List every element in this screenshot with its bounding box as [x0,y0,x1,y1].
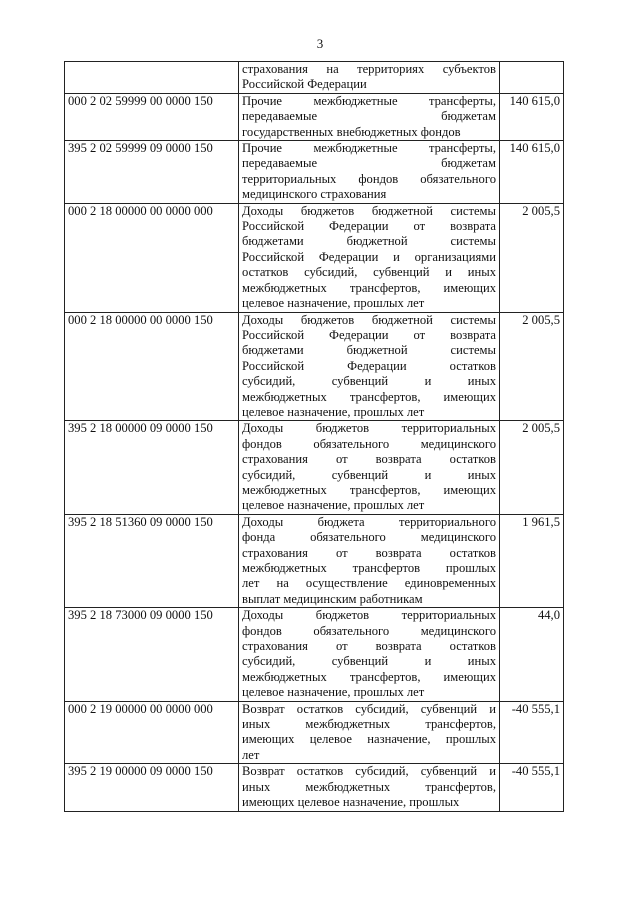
description-line: межбюджетных трансфертов прошлых [242,561,496,575]
amount-value: -40 555,1 [500,764,564,811]
description-line: передаваемые бюджетам [242,109,496,124]
description-line: Доходы бюджетов территориальных [242,421,496,436]
budget-classification-code: 395 2 19 00000 09 0000 150 [65,764,239,811]
budget-classification-code: 000 2 02 59999 00 0000 150 [65,93,239,140]
revenue-description [239,141,500,204]
amount-value: 44,0 [500,608,564,701]
description-line: территориальных фондов обязательного [242,171,496,186]
description-line: целевое назначение, прошлых лет [242,685,425,700]
table-body [65,62,564,812]
budget-revenue-table [64,61,564,812]
description-line: Возврат остатков субсидий, субвенций и [242,764,496,779]
description-line: целевое назначение, прошлых лет [242,296,425,311]
description-line: имеющих целевое назначение, прошлых [242,795,460,810]
table-row [65,701,564,764]
table-row [65,93,564,140]
description-line: остатков субсидий, субвенций и иных [242,265,496,280]
table-row [65,141,564,204]
description-line: бюджетами бюджетной системы [242,234,496,249]
description-line: межбюджетных трансфертов, имеющих [242,280,496,295]
budget-classification-code: 395 2 18 00000 09 0000 150 [65,421,239,514]
description-line: Доходы бюджетов бюджетной системы [242,312,496,327]
description-line: фондов обязательного медицинского [242,436,496,451]
revenue-description [239,312,500,421]
revenue-description [239,203,500,312]
budget-classification-code: 000 2 19 00000 00 0000 000 [65,701,239,764]
budget-classification-code [65,62,239,94]
description-line: фондов обязательного медицинского [242,623,496,638]
amount-value [500,62,564,94]
description-line: Доходы бюджетов бюджетной системы [242,203,496,218]
budget-classification-code: 000 2 18 00000 00 0000 000 [65,203,239,312]
revenue-description [239,514,500,607]
amount-value: -40 555,1 [500,701,564,764]
budget-classification-code: 000 2 18 00000 00 0000 150 [65,312,239,421]
amount-value: 2 005,5 [500,203,564,312]
description-line: страхования от возврата остатков [242,639,496,654]
revenue-description [239,62,500,94]
table-row [65,514,564,607]
page-number: 3 [316,36,324,51]
description-line: целевое назначение, прошлых лет [242,404,425,419]
description-line: фонда обязательного медицинского [242,530,496,545]
revenue-description [239,608,500,701]
budget-classification-code: 395 2 18 51360 09 0000 150 [65,514,239,607]
description-line: межбюджетных трансфертов, имеющих [242,482,496,497]
description-line: передаваемые бюджетам [242,156,496,171]
description-line: Российской Федерации остатков [242,358,496,373]
table-row [65,421,564,514]
amount-value: 140 615,0 [500,93,564,140]
description-line: иных межбюджетных трансфертов, [242,779,496,794]
amount-value: 2 005,5 [500,312,564,421]
description-line: лет [242,747,260,762]
revenue-description [239,764,500,811]
description-line: медицинского страхования [242,187,387,202]
table-row [65,608,564,701]
description-line: Доходы бюджетов территориальных [242,608,496,623]
description-line: Прочие межбюджетные трансферты, [242,141,496,156]
description-line: субсидий, субвенций и иных [242,374,496,389]
amount-value: 140 615,0 [500,141,564,204]
description-line: Возврат остатков субсидий, субвенций и [242,701,496,716]
description-line: иных межбюджетных трансфертов, [242,717,496,732]
budget-classification-code: 395 2 02 59999 09 0000 150 [65,141,239,204]
table-row [65,203,564,312]
description-line: субсидий, субвенций и иных [242,467,496,482]
amount-value: 2 005,5 [500,421,564,514]
revenue-description [239,93,500,140]
description-line: выплат медицинским работникам [242,591,423,606]
description-line: государственных внебюджетных фондов [242,124,461,139]
description-line: Российской Федерации [242,77,367,92]
description-line: лет на осуществление единовременных [242,576,496,591]
description-line: межбюджетных трансфертов, имеющих [242,389,496,404]
description-line: Российской Федерации от возврата [242,327,496,342]
budget-classification-code: 395 2 18 73000 09 0000 150 [65,608,239,701]
description-line: страхования от возврата остатков [242,452,496,467]
description-line: межбюджетных трансфертов, имеющих [242,669,496,684]
revenue-description [239,421,500,514]
description-line: бюджетами бюджетной системы [242,343,496,358]
amount-value: 1 961,5 [500,514,564,607]
table-row [65,312,564,421]
table-row [65,764,564,811]
description-line: целевое назначение, прошлых лет [242,498,425,513]
description-line: Российской Федерации от возврата [242,219,496,234]
description-line: Прочие межбюджетные трансферты, [242,93,496,108]
description-line: Доходы бюджета территориального [242,514,496,529]
table-row [65,62,564,94]
description-line: страхования на территориях субъектов [242,62,496,76]
description-line: имеющих целевое назначение, прошлых [242,732,496,747]
revenue-description [239,701,500,764]
description-line: субсидий, субвенций и иных [242,654,496,669]
description-line: Российской Федерации и организациями [242,249,496,264]
description-line: страхования от возврата остатков [242,545,496,560]
